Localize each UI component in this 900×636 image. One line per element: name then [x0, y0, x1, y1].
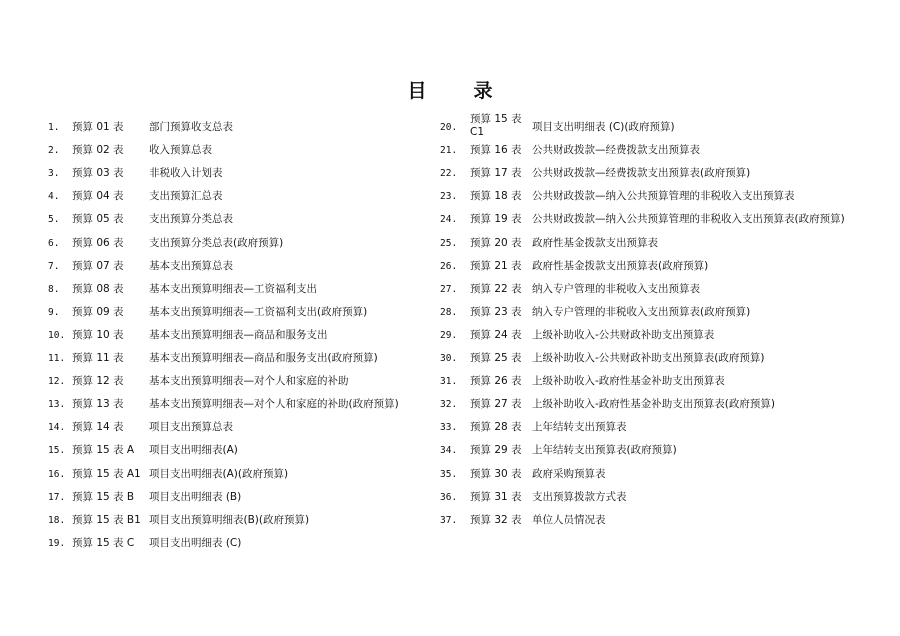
toc-entry-code: 预算 03 表	[72, 167, 124, 180]
toc-entry-number: 34.	[440, 445, 458, 457]
toc-entry-code: 预算 15 表 C	[72, 536, 135, 549]
toc-entry-title: 公共财政拨款—经费拨款支出预算表(政府预算)	[532, 167, 751, 180]
toc-entry-title: 支出预算拨款方式表	[532, 490, 627, 503]
toc-entry-code: 预算 02 表	[72, 144, 124, 157]
toc-entry-code: 预算 15 表 B	[72, 490, 135, 503]
toc-entry-number: 2.	[48, 145, 60, 157]
toc-entry-number: 26.	[440, 260, 458, 272]
toc-entry-title: 公共财政拨款—经费拨款支出预算表	[532, 144, 700, 157]
toc-entry-number: 30.	[440, 353, 458, 364]
toc-entry-title: 项目支出明细表 (C)(政府预算)	[532, 121, 675, 133]
toc-entry-number: 23.	[440, 191, 458, 203]
toc-entry-code: 预算 09 表	[72, 305, 124, 318]
toc-entry-title: 支出预算汇总表	[149, 190, 223, 203]
toc-entry-number: 7.	[48, 260, 60, 272]
toc-entry-number: 37.	[440, 514, 458, 526]
toc-entry-number: 19.	[48, 537, 66, 549]
toc-entry-number: 12.	[48, 376, 66, 388]
toc-entry-title: 基本支出预算明细表—工资福利支出	[149, 282, 317, 295]
toc-entry-code: 预算 07 表	[72, 259, 124, 272]
toc-entry-title: 基本支出预算总表	[149, 259, 233, 272]
toc-entry-title: 纳入专户管理的非税收入支出预算表(政府预算)	[532, 305, 751, 318]
toc-entry-number: 32.	[440, 399, 458, 411]
page-title: 目 录	[407, 80, 507, 102]
toc-entry-number: 4.	[48, 191, 60, 203]
toc-entry-title: 基本支出预算明细表—商品和服务支出	[149, 328, 328, 341]
toc-entry-code: 预算 20 表	[470, 236, 522, 249]
toc-entry-code: 预算 01 表	[72, 121, 124, 133]
toc-entry-title: 收入预算总表	[149, 144, 212, 157]
toc-entry-number: 13.	[48, 399, 66, 411]
toc-entry-number: 14.	[48, 422, 66, 434]
toc-entry-code: 预算 31 表	[470, 490, 522, 503]
toc-entry-number: 29.	[440, 329, 458, 341]
toc-entry-code: 预算 19 表	[470, 213, 522, 226]
toc-entry-code: 预算 16 表	[470, 144, 522, 157]
toc-entry-number: 28.	[440, 306, 458, 318]
toc-entry-title: 项目支出预算明细表(B)(政府预算)	[149, 513, 310, 526]
toc-entry-title: 基本支出预算明细表—对个人和家庭的补助(政府预算)	[149, 398, 399, 411]
toc-entry-code: 预算 32 表	[470, 513, 522, 526]
toc-entry-code: 预算 14 表	[72, 421, 124, 434]
toc-entry-title: 上级补助收入-政府性基金补助支出预算表(政府预算)	[532, 398, 775, 411]
toc-entry-code: 预算 05 表	[72, 213, 124, 226]
toc-entry-title: 上年结转支出预算表	[532, 421, 627, 434]
toc-entry-number: 10.	[48, 329, 66, 341]
toc-entry-title: 公共财政拨款—纳入公共预算管理的非税收入支出预算表	[532, 190, 795, 203]
toc-entry-number: 17.	[48, 491, 66, 503]
toc-entry-code: 预算 21 表	[470, 259, 522, 272]
toc-entry-code: 预算 04 表	[72, 190, 124, 203]
toc-entry-title: 基本支出预算明细表—对个人和家庭的补助	[149, 375, 349, 388]
toc-entry-number: 24.	[440, 214, 458, 226]
toc-entry-code: 预算 12 表	[72, 375, 124, 388]
toc-entry-code: 预算 30 表	[470, 467, 522, 480]
toc-entry-title: 公共财政拨款—纳入公共预算管理的非税收入支出预算表(政府预算)	[532, 213, 845, 226]
toc-entry-code: 预算 17 表	[470, 167, 522, 180]
toc-entry-number: 36.	[440, 491, 458, 503]
toc-entry-number: 5.	[48, 214, 60, 226]
toc-entry-title: 上年结转支出预算表(政府预算)	[532, 444, 677, 457]
toc-entry-number: 18.	[48, 514, 66, 526]
toc-entry-title: 政府性基金拨款支出预算表(政府预算)	[532, 259, 709, 272]
toc-entry-code: 预算 15 表 C1	[470, 113, 522, 138]
toc-entry-code: 预算 11 表	[72, 352, 124, 364]
toc-entry-number: 11.	[48, 353, 66, 364]
toc-entry-number: 16.	[48, 468, 66, 480]
toc-entry-number: 31.	[440, 376, 458, 388]
toc-entry-number: 1.	[48, 122, 60, 133]
toc-entry-code: 预算 18 表	[470, 190, 522, 203]
toc-entry-number: 35.	[440, 468, 458, 480]
toc-entry-title: 非税收入计划表	[149, 167, 223, 180]
toc-entry-code: 预算 29 表	[470, 444, 522, 457]
toc-entry-title: 支出预算分类总表	[149, 213, 233, 226]
toc-entry-title: 基本支出预算明细表—工资福利支出(政府预算)	[149, 305, 368, 318]
toc-entry-number: 22.	[440, 168, 458, 180]
toc-entry-title: 部门预算收支总表	[149, 121, 233, 133]
toc-entry-number: 8.	[48, 283, 60, 295]
toc-entry-title: 项目支出明细表(A)(政府预算)	[149, 467, 289, 480]
toc-entry-title: 上级补助收入-公共财政补助支出预算表	[532, 328, 715, 341]
toc-entry-code: 预算 13 表	[72, 398, 124, 411]
toc-entry-code: 预算 10 表	[72, 328, 124, 341]
toc-entry-title: 单位人员情况表	[532, 513, 606, 526]
toc-entry-title: 上级补助收入-公共财政补助支出预算表(政府预算)	[532, 352, 765, 364]
toc-entry-number: 33.	[440, 422, 458, 434]
toc-entry-title: 纳入专户管理的非税收入支出预算表	[532, 282, 700, 295]
toc-entry-title: 项目支出明细表 (C)	[149, 536, 242, 549]
toc-entry-code: 预算 22 表	[470, 282, 522, 295]
toc-entry-code: 预算 28 表	[470, 421, 522, 434]
toc-entry-title: 政府性基金拨款支出预算表	[532, 236, 658, 249]
toc-entry-title: 项目支出预算总表	[149, 421, 233, 434]
toc-entry-title: 上级补助收入-政府性基金补助支出预算表	[532, 375, 725, 388]
toc-entry-title: 支出预算分类总表(政府预算)	[149, 236, 284, 249]
toc-entry-number: 15.	[48, 445, 66, 457]
toc-entry-code: 预算 23 表	[470, 305, 522, 318]
toc-entry-number: 3.	[48, 168, 60, 180]
toc-entry-number: 27.	[440, 283, 458, 295]
toc-entry-code: 预算 24 表	[470, 328, 522, 341]
toc-entry-title: 项目支出明细表(A)	[149, 444, 238, 457]
toc-entry-number: 20.	[440, 122, 458, 133]
toc-entry-number: 25.	[440, 237, 458, 249]
toc-entry-title: 基本支出预算明细表—商品和服务支出(政府预算)	[149, 352, 378, 364]
toc-entry-title: 政府采购预算表	[532, 467, 606, 480]
toc-entry-number: 21.	[440, 145, 458, 157]
toc-entry-code: 预算 08 表	[72, 282, 124, 295]
toc-entry-number: 6.	[48, 237, 60, 249]
toc-entry-code: 预算 15 表 A1	[72, 467, 141, 480]
toc-entry-code: 预算 26 表	[470, 375, 522, 388]
toc-entry-code: 预算 15 表 A	[72, 444, 135, 457]
toc-entry-code: 预算 06 表	[72, 236, 124, 249]
toc-entry-number: 9.	[48, 306, 60, 318]
toc-entry-code: 预算 15 表 B1	[72, 513, 141, 526]
toc-entry-code: 预算 25 表	[470, 352, 522, 364]
toc-entry-code: 预算 27 表	[470, 398, 522, 411]
toc-entry-title: 项目支出明细表 (B)	[149, 490, 242, 503]
